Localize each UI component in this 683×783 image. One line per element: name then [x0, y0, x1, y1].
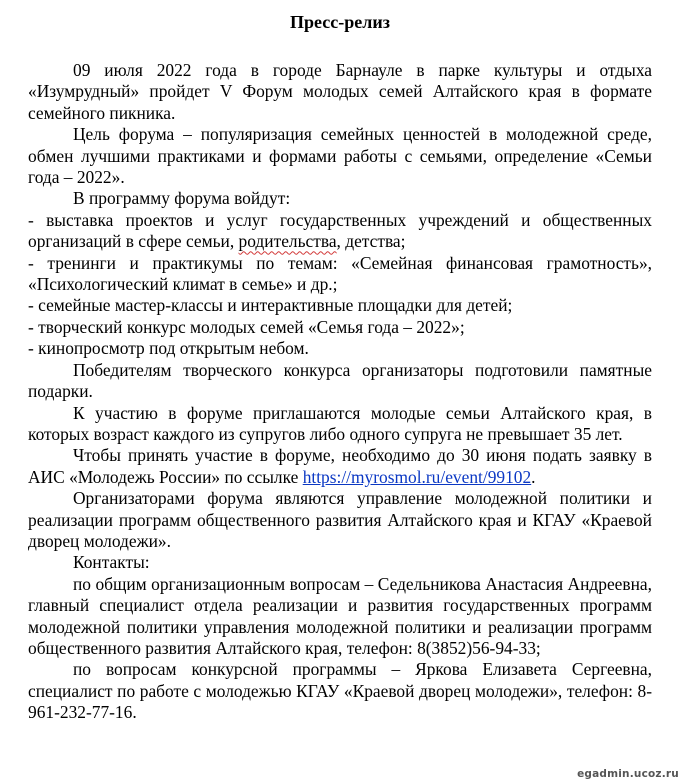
- contacts-label: Контакты:: [73, 552, 150, 573]
- list-item: - творческий конкурс молодых семей «Семья года – 2022»;: [28, 316, 465, 337]
- paragraph-program-intro: В программу форума войдут:: [73, 188, 291, 209]
- paragraph-organizers: Организаторами форума являются управление молодежной политики и реализации программ общественного развития Алтайского края и КГАУ «Краевой дворец молодежи».: [28, 488, 652, 551]
- contact-general: по общим организационным вопросам – Седельникова Анастасия Андреевна, главный специалист отдела реализации и развития государственных программ молодежной политики управления молодежной политики и реализации программ общественного развития Алтайского края, телефон: 8(3852)56-94-33;: [28, 573, 652, 658]
- spellcheck-word: родительства: [238, 231, 337, 252]
- list-item: [28, 210, 652, 253]
- registration-end: .: [531, 466, 536, 487]
- registration-link[interactable]: https://myrosmol.ru/event/99102: [302, 466, 532, 487]
- registration-text: Чтобы принять участие в форуме, необходимо до 30 июня подать заявку в АИС «Молодежь России» по ссылке: [28, 445, 652, 487]
- paragraph-event-info: 09 июля 2022 года в городе Барнауле в парке культуры и отдыха «Изумрудный» пройдет V Форум молодых семей Алтайского края в формате семейного пикника.: [28, 60, 652, 123]
- paragraph-registration: [28, 445, 652, 488]
- contact-contest: по вопросам конкурсной программы – Яркова Елизавета Сергеевна, специалист по работе с молодежью КГАУ «Краевой дворец молодежи», телефон: 8-961-232-77-16.: [28, 659, 652, 723]
- list-item: - кинопросмотр под открытым небом.: [28, 338, 309, 359]
- paragraph-participants: К участию в форуме приглашаются молодые семьи Алтайского края, в которых возраст каждого из супругов либо одного супруга не превышает 35 лет.: [28, 402, 652, 444]
- list-item: - семейные мастер-классы и интерактивные площадки для детей;: [28, 295, 513, 316]
- press-release: [28, 10, 652, 724]
- list-item: - тренинги и практикумы по темам: «Семейная финансовая грамотность», «Психологический климат в семье» и др.;: [28, 252, 652, 295]
- paragraph-prizes: Победителям творческого конкурса организаторы подготовили памятные подарки.: [28, 359, 652, 402]
- list-item-text: , детства;: [336, 231, 406, 252]
- paragraph-goal: Цель форума – популяризация семейных ценностей в молодежной среде, обмен лучшими практиками и формами работы с семьями, определение «Семьи года – 2022».: [28, 124, 652, 188]
- list-item-text: - выставка проектов и услуг государственных учреждений и общественных организаций в сфере семьи,: [28, 209, 652, 252]
- site-watermark: egadmin.ucoz.ru: [577, 768, 679, 780]
- page-title: Пресс-релиз: [290, 12, 390, 32]
